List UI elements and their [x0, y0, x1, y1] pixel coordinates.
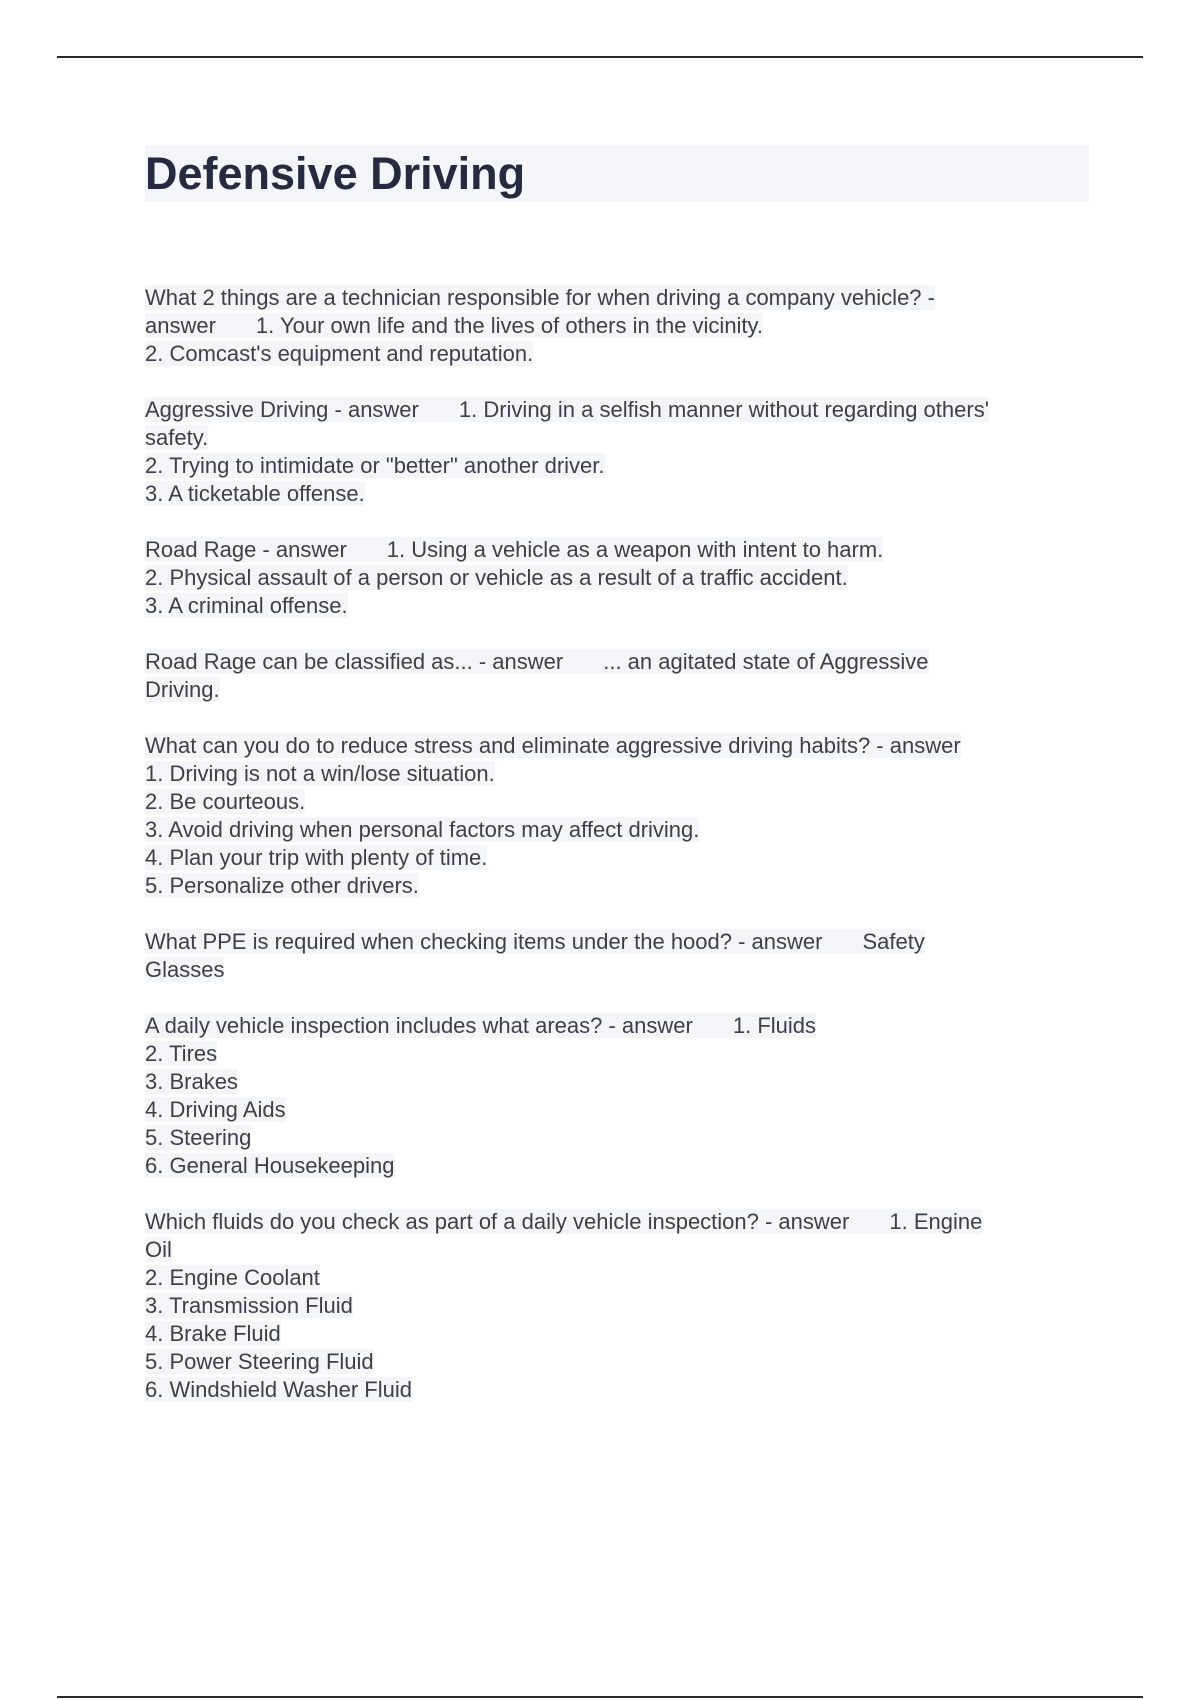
flashcard [145, 928, 1085, 984]
flashcard [145, 1012, 1085, 1180]
page-title: Defensive Driving [145, 148, 526, 199]
flashcard-list [145, 284, 1085, 1432]
flashcard-line: 2. Physical assault of a person or vehicle as a result of a traffic accident. [145, 565, 848, 590]
flashcard-line: 5. Personalize other drivers. [145, 873, 419, 898]
flashcard-line: 3. Transmission Fluid [145, 1293, 353, 1318]
flashcard-line: 2. Trying to intimidate or "better" another driver. [145, 453, 605, 478]
flashcard-line: What can you do to reduce stress and eliminate aggressive driving habits? - answer [145, 733, 961, 758]
flashcard-line: 3. Avoid driving when personal factors may affect driving. [145, 817, 700, 842]
flashcard [145, 1208, 1085, 1404]
flashcard-line: 4. Driving Aids [145, 1097, 286, 1122]
flashcard-line: 6. General Housekeeping [145, 1153, 395, 1178]
flashcard [145, 536, 1085, 620]
flashcard-line: 2. Engine Coolant [145, 1265, 320, 1290]
flashcard-line: What 2 things are a technician responsible for when driving a company vehicle? - [145, 285, 935, 310]
bottom-rule [57, 1696, 1143, 1698]
flashcard-line: Oil [145, 1237, 172, 1262]
flashcard-line: 1. Driving is not a win/lose situation. [145, 761, 495, 786]
flashcard-line: 4. Plan your trip with plenty of time. [145, 845, 488, 870]
flashcard-line: 2. Comcast's equipment and reputation. [145, 341, 534, 366]
flashcard-line: 6. Windshield Washer Fluid [145, 1377, 412, 1402]
flashcard-line: safety. [145, 425, 209, 450]
flashcard-line: Which fluids do you check as part of a daily vehicle inspection? - answer 1. Engine [145, 1209, 983, 1234]
flashcard-line: A daily vehicle inspection includes what areas? - answer 1. Fluids [145, 1013, 817, 1038]
flashcard-line: Glasses [145, 957, 225, 982]
flashcard-line: Driving. [145, 677, 220, 702]
flashcard [145, 648, 1085, 704]
flashcard-line: 2. Tires [145, 1041, 218, 1066]
flashcard-line: 5. Power Steering Fluid [145, 1349, 374, 1374]
flashcard-line: 4. Brake Fluid [145, 1321, 281, 1346]
flashcard-line: Road Rage - answer 1. Using a vehicle as a weapon with intent to harm. [145, 537, 884, 562]
flashcard-line: 5. Steering [145, 1125, 252, 1150]
flashcard [145, 396, 1085, 508]
flashcard-line: 3. A ticketable offense. [145, 481, 365, 506]
flashcard [145, 284, 1085, 368]
top-rule [57, 56, 1143, 58]
flashcard-line: What PPE is required when checking items under the hood? - answer Safety [145, 929, 925, 954]
flashcard-line: Aggressive Driving - answer 1. Driving in a selfish manner without regarding others' [145, 397, 989, 422]
flashcard-line: 2. Be courteous. [145, 789, 306, 814]
flashcard [145, 732, 1085, 900]
flashcard-line: 3. A criminal offense. [145, 593, 348, 618]
flashcard-line: 3. Brakes [145, 1069, 238, 1094]
flashcard-line: answer 1. Your own life and the lives of others in the vicinity. [145, 313, 764, 338]
flashcard-line: Road Rage can be classified as... - answer ... an agitated state of Aggressive [145, 649, 929, 674]
